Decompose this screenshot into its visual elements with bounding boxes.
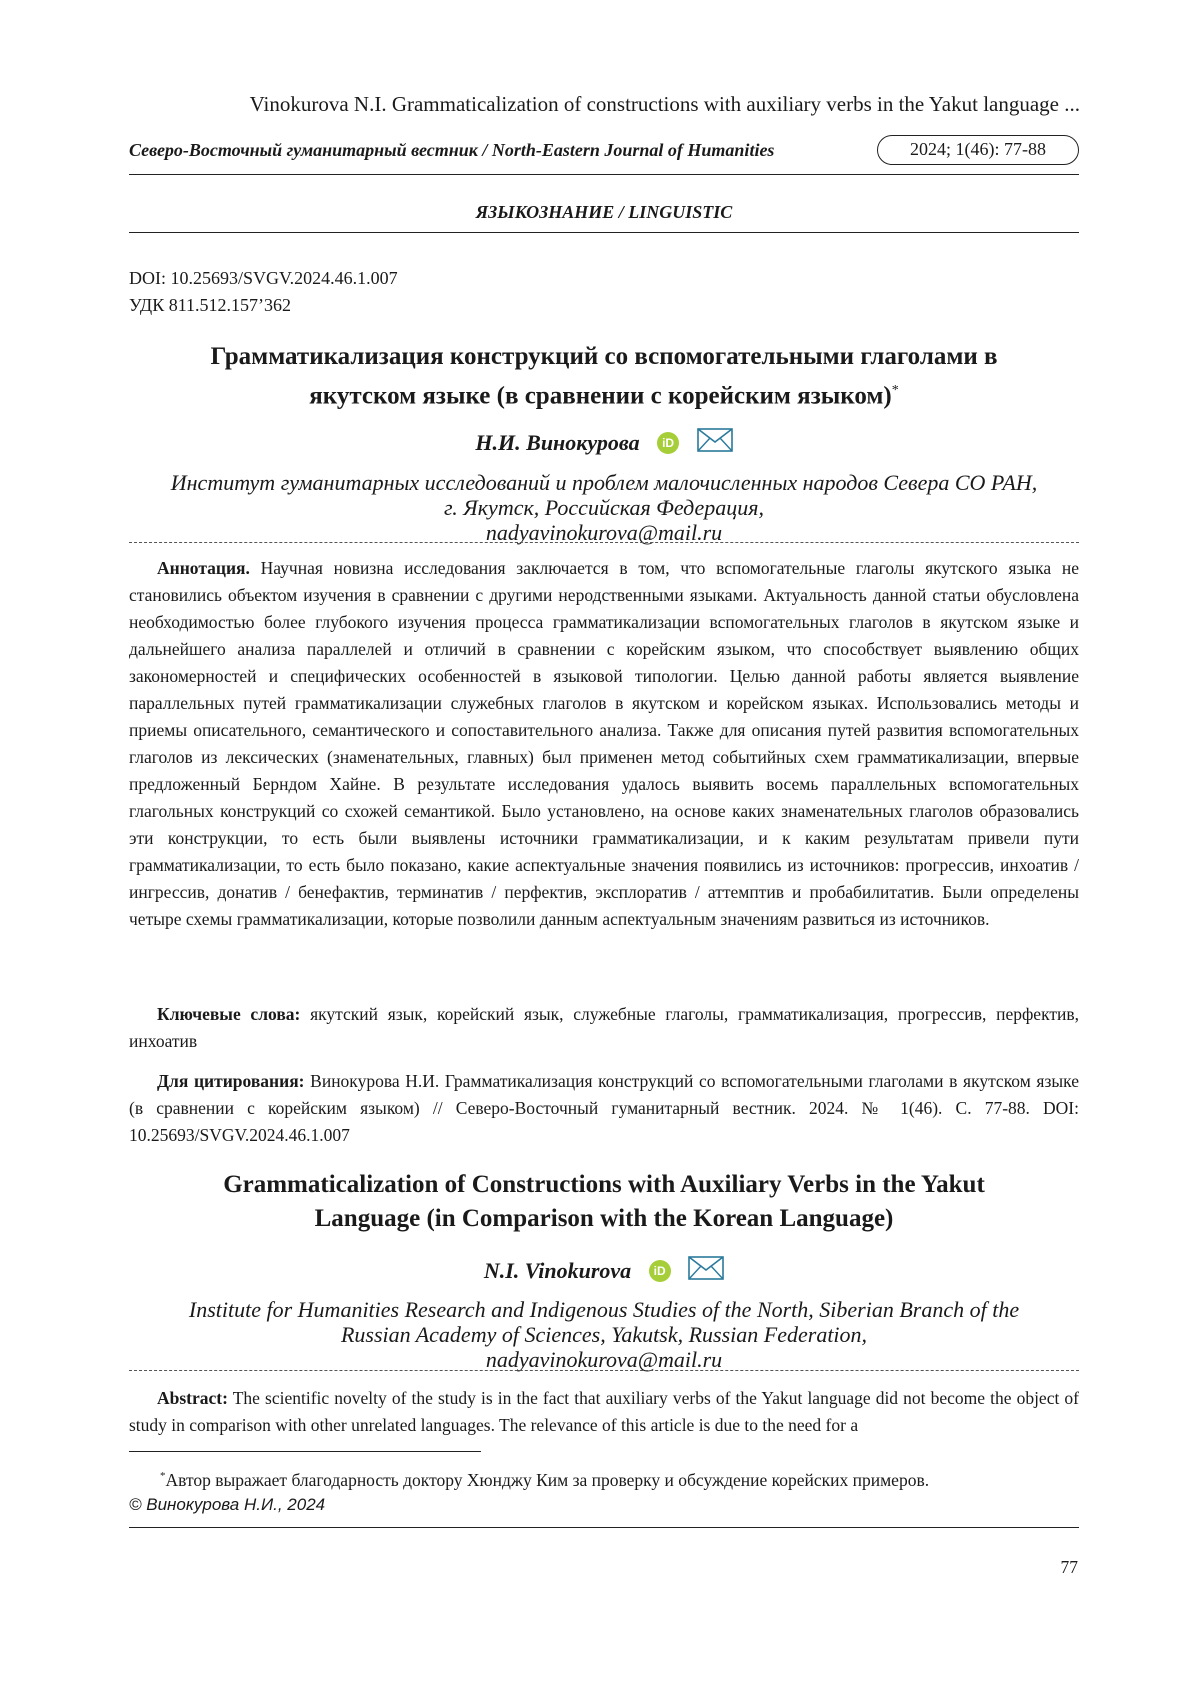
title-en-line2: Language (in Comparison with the Korean Language) [314,1205,894,1232]
author-ru [129,428,1079,458]
footer-rule [129,1527,1079,1528]
title-en-line1: Grammaticalization of Constructions with Auxiliary Verbs in the Yakut [223,1171,985,1198]
doi-block [129,265,398,319]
mail-icon[interactable] [688,1256,724,1286]
mail-icon[interactable] [697,428,733,458]
page-number: 77 [1060,1557,1078,1577]
email-en[interactable]: nadyavinokurova@mail.ru [485,1347,723,1372]
title-ru [129,340,1079,413]
abstract-en-label: Abstract: [157,1388,228,1408]
citation-ru-text: Винокурова Н.И. Грамматикализация конструкций со вспомогательными глаголами в якутском языке (в сравнении с корейским языком) // Северо-Восточный гуманитарный вестник. 2024. № 1(46). С. 77-88. DOI: 10.25693/SVGV.2024.46.1.007 [129,1071,1079,1145]
affiliation-en-line2: Russian Academy of Sciences, Yakutsk, Russian Federation, [340,1322,868,1347]
footnote-rule [129,1451,481,1452]
author-name-en: N.I. Vinokurova [483,1258,632,1283]
section-title: ЯЗЫКОЗНАНИЕ / LINGUISTIC [475,202,733,222]
udc: УДК 811.512.157’362 [129,295,292,315]
keywords-ru-text: якутский язык, корейский язык, служебные глаголы, грамматикализация, прогрессив, перфектив, инхоатив [129,1004,1079,1051]
abstract-en-text: The scientific novelty of the study is in the fact that auxiliary verbs of the Yakut language did not become the object of study in comparison with other unrelated languages. The relevance of this article is due to the need for a [129,1388,1079,1435]
copyright: © Винокурова Н.И., 2024 [129,1495,326,1514]
citation-ru-label: Для цитирования: [157,1071,305,1091]
running-head: Vinokurova N.I. Grammaticalization of constructions with auxiliary verbs in the Yakut language ... [249,92,1080,116]
abstract-ru-text: Научная новизна исследования заключается в том, что вспомогательные глаголы якутского языка не становились объектом изучения в сравнении с другими неродственными языками. Актуальность данной статьи обусловлена необходимостью более глубокого изучения процесса грамматикализации вспомогательных глаголов в якутском языке и дальнейшего анализа параллелей и отличий в сравнении с корейским языком, что способствует выявлению общих закономерностей и специфических особенностей в языковой типологии. Целью данной работы является выявление параллельных путей грамматикализации служебных глаголов в якутском и корейском языках. Использовались методы и приемы описательного, семантического и сопоставительного анализа. Также для описания путей развития вспомогательных глаголов из лексических (знаменательных, главных) был применен метод событийных схем грамматикализации, впервые предложенный Берндом Хайне. В результате исследования удалось выявить восемь параллельных вспомогательных глагольных конструкций со схожей семантикой. Было установлено, на основе каких знаменательных глаголов образовались эти конструкции, то есть были выявлены источники грамматикализации, и к каким результатам привели пути грамматикализации, то есть было показано, какие аспектуальные значения появились из источников: прогрессив, инхоатив / ингрессив, донатив / бенефактив, терминатив / перфектив, эксплоратив / аттемптив и пробабилитатив. Были определены четыре схемы грамматикализации, которые позволили данным аспектуальным значениям развиться из источников. [129,558,1079,929]
abstract-ru-label: Аннотация. [157,558,250,578]
title-ru-line2: якутском языке (в сравнении с корейским языком) [309,382,892,410]
author-name-ru: Н.И. Винокурова [475,430,640,455]
footnote [160,1470,929,1491]
footnote-mark: * [160,1470,166,1483]
affiliation-ru-line2: г. Якутск, Российская Федерация, [444,495,764,520]
footnote-text: Автор выражает благодарность доктору Хюнджу Ким за проверку и обсуждение корейских примеров. [165,1470,930,1490]
affiliation-ru [129,470,1079,545]
affiliation-en-line1: Institute for Humanities Research and Indigenous Studies of the North, Siberian Branch of the [188,1297,1020,1322]
orcid-icon[interactable]: iD [657,432,679,454]
issue-badge: 2024; 1(46): 77-88 [877,135,1079,165]
doi: DOI: 10.25693/SVGV.2024.46.1.007 [129,268,398,288]
header-rule [129,174,1079,175]
title-ru-line1: Грамматикализация конструкций со вспомогательными глаголами в [210,343,998,370]
journal-title: Северо-Восточный гуманитарный вестник / North-Eastern Journal of Humanities [129,140,775,160]
email-ru[interactable]: nadyavinokurova@mail.ru [485,520,723,545]
citation-ru [129,1068,1079,1149]
affiliation-ru-line1: Институт гуманитарных исследований и проблем малочисленных народов Севера СО РАН, [170,470,1038,495]
keywords-ru-label: Ключевые слова: [157,1004,301,1024]
author-en [129,1256,1079,1286]
abstract-ru [129,555,1079,933]
affiliation-en-rule [129,1370,1079,1371]
affiliation-ru-rule [129,542,1079,543]
title-footnote-mark: * [891,383,899,398]
orcid-icon[interactable]: iD [649,1260,671,1282]
affiliation-en [129,1297,1079,1372]
abstract-en [129,1385,1079,1439]
section-rule [129,232,1079,233]
keywords-ru [129,1001,1079,1055]
title-en [129,1168,1079,1236]
